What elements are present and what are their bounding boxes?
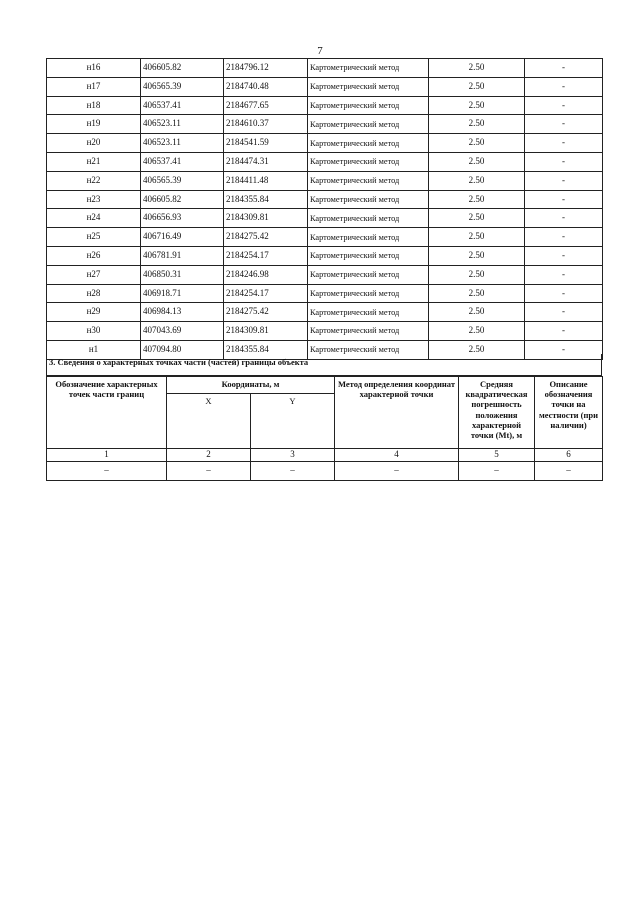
description-cell: - [525, 134, 603, 153]
empty-cell: – [535, 462, 603, 481]
table-row [47, 171, 603, 190]
description-cell: - [525, 152, 603, 171]
coord-y: 2184541.59 [224, 134, 308, 153]
table-row [47, 228, 603, 247]
accuracy-cell: 2.50 [429, 303, 525, 322]
table-row [47, 246, 603, 265]
coord-y: 2184275.42 [224, 303, 308, 322]
coord-x: 406537.41 [141, 96, 224, 115]
table-row [47, 284, 603, 303]
coord-y: 2184411.48 [224, 171, 308, 190]
boundary-points-body [47, 59, 603, 360]
coord-y: 2184677.65 [224, 96, 308, 115]
header-y: Y [251, 394, 335, 449]
coord-x: 406537.41 [141, 152, 224, 171]
accuracy-cell: 2.50 [429, 209, 525, 228]
method-cell: Картометрический метод [308, 96, 429, 115]
point-name: н28 [47, 284, 141, 303]
method-cell: Картометрический метод [308, 152, 429, 171]
accuracy-cell: 2.50 [429, 77, 525, 96]
column-number: 6 [535, 449, 603, 462]
point-name: н26 [47, 246, 141, 265]
table-row [47, 59, 603, 78]
description-cell: - [525, 77, 603, 96]
empty-cell: – [251, 462, 335, 481]
description-cell: - [525, 322, 603, 341]
coord-y: 2184355.84 [224, 340, 308, 359]
column-number: 2 [167, 449, 251, 462]
accuracy-cell: 2.50 [429, 134, 525, 153]
accuracy-cell: 2.50 [429, 284, 525, 303]
accuracy-cell: 2.50 [429, 322, 525, 341]
coord-y: 2184254.17 [224, 284, 308, 303]
empty-cell: – [459, 462, 535, 481]
method-cell: Картометрический метод [308, 340, 429, 359]
point-name: н20 [47, 134, 141, 153]
coord-y: 2184796.12 [224, 59, 308, 78]
method-cell: Картометрический метод [308, 59, 429, 78]
coord-x: 407094.80 [141, 340, 224, 359]
header-designation: Обозначение характерных точек части границ [47, 377, 167, 449]
description-cell: - [525, 190, 603, 209]
description-cell: - [525, 228, 603, 247]
boundary-points-table [46, 58, 603, 360]
coord-y: 2184610.37 [224, 115, 308, 134]
accuracy-cell: 2.50 [429, 171, 525, 190]
header-accuracy: Средняя квадратическая погрешность положения характерной точки (Mt), м [459, 377, 535, 449]
method-cell: Картометрический метод [308, 322, 429, 341]
table-row [47, 77, 603, 96]
table-row [47, 209, 603, 228]
coord-x: 406565.39 [141, 77, 224, 96]
header-method: Метод определения координат характерной точки [335, 377, 459, 449]
table-row [47, 265, 603, 284]
empty-cell: – [335, 462, 459, 481]
point-name: н17 [47, 77, 141, 96]
method-cell: Картометрический метод [308, 115, 429, 134]
coord-y: 2184275.42 [224, 228, 308, 247]
coord-y: 2184474.31 [224, 152, 308, 171]
method-cell: Картометрический метод [308, 303, 429, 322]
header-x: X [167, 394, 251, 449]
coord-x: 406984.13 [141, 303, 224, 322]
description-cell: - [525, 115, 603, 134]
coord-x: 406565.39 [141, 171, 224, 190]
coord-y: 2184246.98 [224, 265, 308, 284]
coord-x: 406918.71 [141, 284, 224, 303]
column-number: 1 [47, 449, 167, 462]
point-name: н27 [47, 265, 141, 284]
method-cell: Картометрический метод [308, 171, 429, 190]
point-name: н21 [47, 152, 141, 171]
coord-x: 406523.11 [141, 115, 224, 134]
table-row [47, 190, 603, 209]
description-cell: - [525, 303, 603, 322]
accuracy-cell: 2.50 [429, 59, 525, 78]
coord-x: 406716.49 [141, 228, 224, 247]
method-cell: Картометрический метод [308, 134, 429, 153]
column-number: 5 [459, 449, 535, 462]
coord-x: 406850.31 [141, 265, 224, 284]
description-cell: - [525, 284, 603, 303]
part-boundary-points-table [46, 376, 603, 481]
point-name: н22 [47, 171, 141, 190]
page-number: 7 [317, 45, 323, 57]
empty-cell: – [167, 462, 251, 481]
coord-x: 406605.82 [141, 190, 224, 209]
coord-x: 406781.91 [141, 246, 224, 265]
table-row [47, 303, 603, 322]
description-cell: - [525, 265, 603, 284]
description-cell: - [525, 246, 603, 265]
accuracy-cell: 2.50 [429, 246, 525, 265]
description-cell: - [525, 59, 603, 78]
table-row [47, 96, 603, 115]
method-cell: Картометрический метод [308, 284, 429, 303]
table-row [47, 462, 603, 481]
description-cell: - [525, 340, 603, 359]
header-description: Описание обозначения точки на местности (при наличии) [535, 377, 603, 449]
method-cell: Картометрический метод [308, 265, 429, 284]
coord-x: 406656.93 [141, 209, 224, 228]
accuracy-cell: 2.50 [429, 228, 525, 247]
coord-y: 2184309.81 [224, 322, 308, 341]
table-row [47, 115, 603, 134]
section-3-title: 3. Сведения о характерных точках части (частей) границы объекта [46, 354, 602, 376]
method-cell: Картометрический метод [308, 228, 429, 247]
point-name: н16 [47, 59, 141, 78]
point-name: н30 [47, 322, 141, 341]
coord-y: 2184355.84 [224, 190, 308, 209]
table-row [47, 134, 603, 153]
accuracy-cell: 2.50 [429, 96, 525, 115]
description-cell: - [525, 209, 603, 228]
description-cell: - [525, 171, 603, 190]
point-name: н23 [47, 190, 141, 209]
coord-y: 2184254.17 [224, 246, 308, 265]
accuracy-cell: 2.50 [429, 190, 525, 209]
table-row [47, 322, 603, 341]
method-cell: Картометрический метод [308, 190, 429, 209]
coord-y: 2184740.48 [224, 77, 308, 96]
coord-x: 407043.69 [141, 322, 224, 341]
description-cell: - [525, 96, 603, 115]
accuracy-cell: 2.50 [429, 115, 525, 134]
table-row [47, 152, 603, 171]
point-name: н18 [47, 96, 141, 115]
column-number-row [47, 449, 603, 462]
method-cell: Картометрический метод [308, 77, 429, 96]
coord-x: 406523.11 [141, 134, 224, 153]
accuracy-cell: 2.50 [429, 265, 525, 284]
column-number: 3 [251, 449, 335, 462]
column-number: 4 [335, 449, 459, 462]
point-name: н25 [47, 228, 141, 247]
point-name: н19 [47, 115, 141, 134]
point-name: н29 [47, 303, 141, 322]
method-cell: Картометрический метод [308, 246, 429, 265]
method-cell: Картометрический метод [308, 209, 429, 228]
accuracy-cell: 2.50 [429, 152, 525, 171]
coord-x: 406605.82 [141, 59, 224, 78]
empty-cell: – [47, 462, 167, 481]
accuracy-cell: 2.50 [429, 340, 525, 359]
point-name: н1 [47, 340, 141, 359]
header-coordinates: Координаты, м [167, 377, 335, 394]
point-name: н24 [47, 209, 141, 228]
coord-y: 2184309.81 [224, 209, 308, 228]
